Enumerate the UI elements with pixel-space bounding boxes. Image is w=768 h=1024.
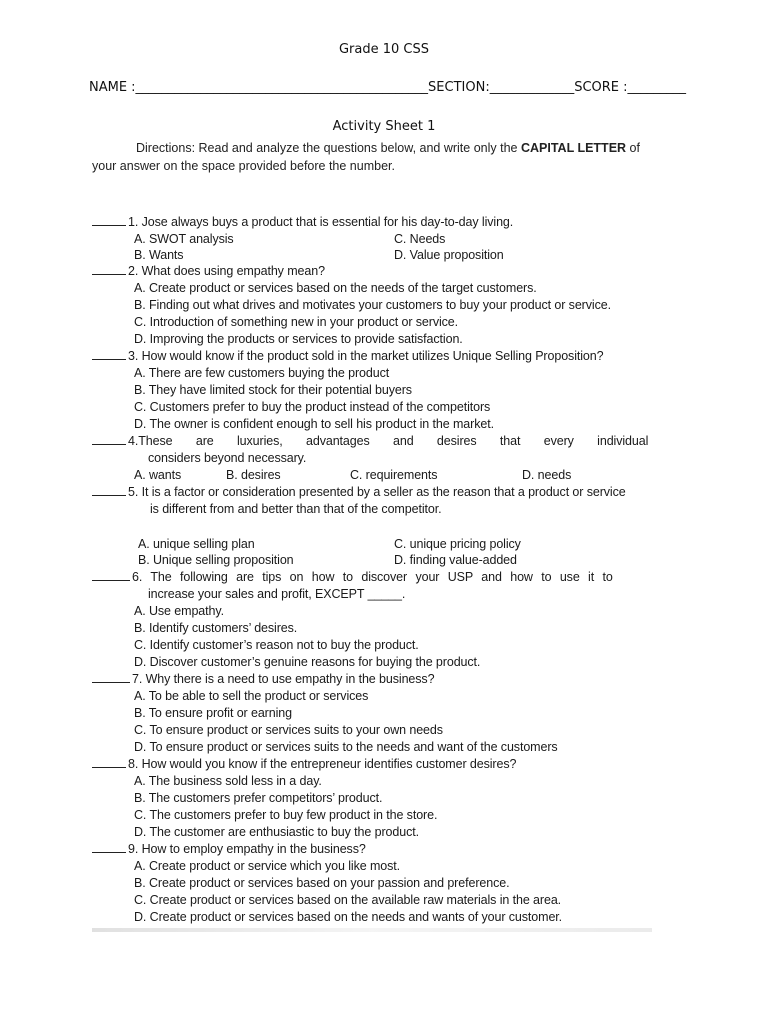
answer-blank[interactable] bbox=[92, 570, 130, 581]
choice-c: C. The customers prefer to buy few product in the store. bbox=[134, 808, 438, 822]
answer-blank[interactable] bbox=[92, 842, 126, 853]
choice-d: D. The owner is confident enough to sell his product in the market. bbox=[134, 417, 494, 431]
question-stem: 9. How to employ empathy in the business? bbox=[128, 842, 366, 856]
choice-b: B. To ensure profit or earning bbox=[134, 706, 292, 720]
question-1 bbox=[92, 215, 513, 229]
choice-d: D. To ensure product or services suits to the needs and want of the customers bbox=[134, 740, 558, 754]
choice-a: A. wants bbox=[134, 468, 182, 482]
question-3 bbox=[92, 349, 603, 363]
choice-d: D. needs bbox=[522, 468, 572, 482]
question-stem: 7. Why there is a need to use empathy in the business? bbox=[132, 672, 435, 686]
answer-blank[interactable] bbox=[92, 264, 126, 275]
choice-b: B. The customers prefer competitors’ product. bbox=[134, 791, 383, 805]
choice-c: C. requirements bbox=[350, 468, 438, 482]
choice-c: C. Needs bbox=[394, 232, 446, 246]
choice-a: A. unique selling plan bbox=[138, 537, 255, 551]
question-stem: 2. What does using empathy mean? bbox=[128, 264, 325, 278]
answer-blank[interactable] bbox=[92, 672, 130, 683]
question-4 bbox=[92, 434, 654, 448]
directions-text-end: of bbox=[626, 141, 640, 155]
cut-off-text-line bbox=[92, 928, 652, 932]
question-stem-continued: is different from and better than that of the competitor. bbox=[150, 502, 442, 516]
choice-b: B. desires bbox=[226, 468, 281, 482]
question-9 bbox=[92, 842, 366, 856]
choice-a: A. The business sold less in a day. bbox=[134, 774, 322, 788]
directions-line-2: your answer on the space provided before the number. bbox=[92, 159, 395, 173]
choice-b: B. Unique selling proposition bbox=[138, 553, 294, 567]
choice-c: C. unique pricing policy bbox=[394, 537, 521, 551]
choice-c: C. Identify customer’s reason not to buy the product. bbox=[134, 638, 419, 652]
answer-blank[interactable] bbox=[92, 434, 126, 445]
question-stem-continued: considers beyond necessary. bbox=[148, 451, 307, 465]
choice-c: C. Customers prefer to buy the product instead of the competitors bbox=[134, 400, 491, 414]
answer-blank[interactable] bbox=[92, 485, 126, 496]
choice-d: D. The customer are enthusiastic to buy the product. bbox=[134, 825, 419, 839]
question-stem: 4.These are luxuries, advantages and desires that every individual bbox=[128, 434, 649, 448]
choice-c: C. Introduction of something new in your product or service. bbox=[134, 315, 459, 329]
directions-line-1 bbox=[136, 141, 640, 155]
answer-blank[interactable] bbox=[92, 215, 126, 226]
choice-d: D. Discover customer’s genuine reasons for buying the product. bbox=[134, 655, 481, 669]
activity-title: Activity Sheet 1 bbox=[332, 119, 436, 134]
choice-a: A. There are few customers buying the product bbox=[134, 366, 390, 380]
question-stem: 5. It is a factor or consideration presented by a seller as the reason that a product or service bbox=[128, 485, 626, 499]
question-7 bbox=[92, 672, 434, 686]
choice-a: A. Use empathy. bbox=[134, 604, 224, 618]
directions-text: Directions: Read and analyze the questions below, and write only the bbox=[136, 141, 521, 155]
choice-b: B. Create product or services based on your passion and preference. bbox=[134, 876, 510, 890]
question-stem: 1. Jose always buys a product that is essential for his day-to-day living. bbox=[128, 215, 514, 229]
answer-blank[interactable] bbox=[92, 349, 126, 360]
choice-a: A. Create product or services based on the needs of the target customers. bbox=[134, 281, 537, 295]
choice-b: B. Finding out what drives and motivates your customers to buy your product or service. bbox=[134, 298, 611, 312]
choice-c: C. Create product or services based on the available raw materials in the area. bbox=[134, 893, 562, 907]
question-8 bbox=[92, 757, 516, 771]
question-stem: 8. How would you know if the entrepreneur identifies customer desires? bbox=[128, 757, 517, 771]
question-stem: 6. The following are tips on how to discover your USP and how to use it to bbox=[132, 570, 613, 584]
name-section-score-line: NAME :_____________________________________________SECTION:_____________SCORE :_________ bbox=[89, 80, 687, 95]
answer-blank[interactable] bbox=[92, 757, 126, 768]
choice-a: A. Create product or service which you like most. bbox=[134, 859, 401, 873]
question-stem: 3. How would know if the product sold in the market utilizes Unique Selling Proposition? bbox=[128, 349, 604, 363]
question-2 bbox=[92, 264, 325, 278]
choice-b: B. Wants bbox=[134, 248, 184, 262]
choice-d: D. Value proposition bbox=[394, 248, 504, 262]
choice-c: C. To ensure product or services suits to your own needs bbox=[134, 723, 443, 737]
choice-a: A. To be able to sell the product or services bbox=[134, 689, 369, 703]
choice-a: A. SWOT analysis bbox=[134, 232, 234, 246]
choice-d: D. Create product or services based on the needs and wants of your customer. bbox=[134, 910, 563, 924]
choice-d: D. finding value-added bbox=[394, 553, 517, 567]
choice-b: B. Identify customers’ desires. bbox=[134, 621, 298, 635]
page-title: Grade 10 CSS bbox=[338, 42, 430, 57]
question-stem-continued: increase your sales and profit, EXCEPT _____. bbox=[148, 587, 406, 601]
directions-emphasis: CAPITAL LETTER bbox=[520, 141, 627, 155]
choice-b: B. They have limited stock for their potential buyers bbox=[134, 383, 412, 397]
question-6 bbox=[92, 570, 613, 584]
choice-d: D. Improving the products or services to provide satisfaction. bbox=[134, 332, 463, 346]
question-5 bbox=[92, 485, 626, 499]
